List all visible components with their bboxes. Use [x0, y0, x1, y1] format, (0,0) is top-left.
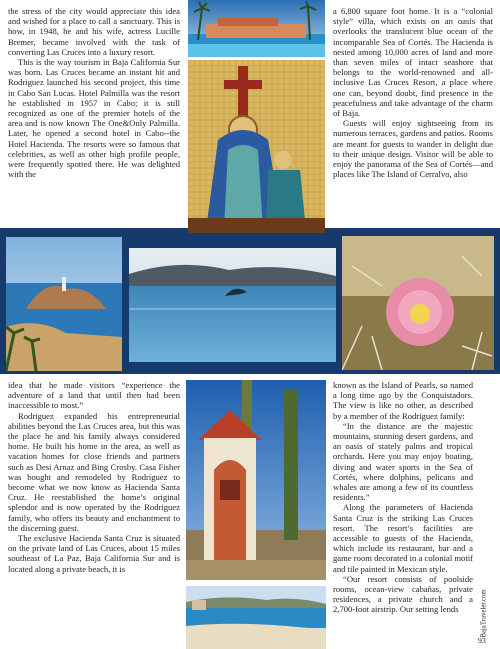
paragraph: “In the distance are the majestic mountains, stunning desert gardens, and an oasis of stately palms and tropical orchards. Here you may enjoy boating, diving and water sports in the Sea of Cortés, where dolphins, pelicans and whales are among a few of its countless residents.” [333, 420, 473, 503]
dolphin-sea-photo [129, 248, 336, 362]
paragraph: Along the parameters of Hacienda Santa Cruz is the striking Las Cruces resort. The resort’s facilities are accessible to guests of the Hacienda, which include its restaurant, bar and a game room decorated in a colonial motif and tile painted in Mexican style. [333, 502, 473, 574]
paragraph: This is the way tourism in Baja California Sur was born. Las Cruces became an instant hit and Rodriguez launched his second project, this time in Cabo San Lucas. Hotel Palmilla was the resort he established in 1957 in Cabo; it is still recognized as one of the premier hotels of the area and is now known The One&Only Palmilla. Later, he opened a second hotel in Cabo--the Hotel Hacienda. The resorts were so famous that celebrities, as well as other high profile people, were frequently spotted there. He was delighted with the [8, 57, 180, 180]
site-url-vertical [474, 589, 488, 638]
paragraph: Guests will enjoy sightseeing from its numerous terraces, gardens and patios. Rooms are meant for guests to wander in delight due to their unique design. Visitor will be able to enjoy the panorama of the Sea of Cortés—and places like The Island of Cerralvo, also [333, 118, 493, 180]
mosaic-madonna-photo [188, 60, 325, 233]
article-column-3-top [333, 6, 493, 179]
paragraph: Rodriguez expanded his entrepreneurial abilities beyond the Las Cruces area, but this was the place he and his family always considered home. He built his home in the area, as well as vacation homes for close friends and partners such as Desi Arnaz and Bing Crosby. Casa Fisher was bought and remodeled by Rodriguez to become what we now know as Hacienda Santa Cruz. He reestablished the home’s original splendor and is now operated by the Rodriguez family, who offers its beauty and enchantment to the discerning guest. [8, 410, 180, 533]
article-column-1-bottom [8, 380, 180, 574]
island-lighthouse-photo [6, 237, 122, 371]
paragraph: a 6,800 square foot home. It is a “colonial style” villa, which exists on an oasis that overlooks the translucent blue ocean of the incomparable Sea of Cortés. The Hacienda is nested among 10,000 acres of land and more than seven miles of intact seashore that belongs to the world-renowned and all-inclusive Las Cruces Resort, a place where one can, beyond doubt, find presence in the peacefulness and take advantage of the charm of Baja. [333, 6, 493, 119]
cactus-flower-photo [342, 236, 494, 370]
paragraph: “Our resort consists of poolside rooms, ocean-view cabañas, private residences, a private church and a 2,700-foot airstrip. Our setting lends [333, 573, 473, 615]
paragraph: The exclusive Hacienda Santa Cruz is situated on the private land of Las Cruces, about 15 miles southeast of La Paz, Baja California Sur and is located along a private beach, it is [8, 533, 180, 574]
article-column-1-top [8, 6, 180, 179]
page-number: 93 [478, 636, 486, 645]
chapel-photo [186, 380, 326, 580]
paragraph: the stress of the city would appreciate this idea and wished for a place to call a sanctuary. This is how, in 1948, he and his wife, actress Lucille Bremer, became involved with the task of converting Las Cruces into a luxury resort. [8, 6, 180, 57]
site-url: BajaTraveler.com [480, 589, 488, 638]
article-column-3-bottom [333, 380, 473, 615]
beach-photo [186, 586, 326, 649]
paragraph: idea that he made visitors “experience the adventure of a land that until then had been inaccessible to most.” [8, 380, 180, 411]
resort-pool-photo [188, 0, 325, 57]
paragraph: known as the Island of Pearls, so named a long time ago by the Conquistadors. The view is like no other, as described by a member of the Rodriguez family: [333, 380, 473, 421]
